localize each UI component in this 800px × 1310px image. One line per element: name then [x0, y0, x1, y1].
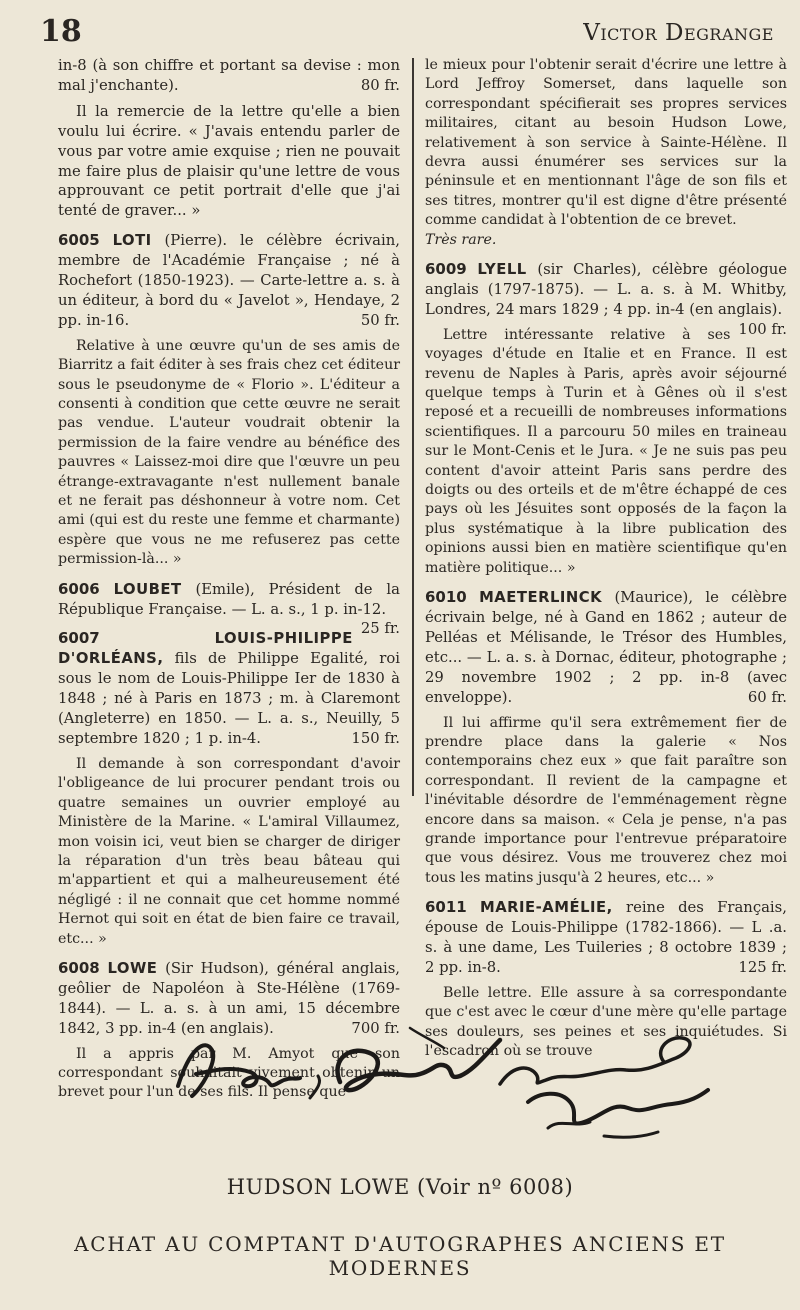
entry-description-head: fils de Philippe Egalité, roi sous le nom de Louis-Philippe Ier de 1830 à 1848 ; né à Paris en 1873 ; m. à Claremont (Angleterre) en 1850. — L. a. s., Neuilly, 5 septembre 1820 ; 1 p. in-4.: [58, 650, 400, 747]
author-name: LOWE: [107, 959, 158, 977]
entry-price: 125 fr.: [738, 958, 787, 976]
entry-6005: [58, 231, 400, 569]
entry-price: 100 fr.: [738, 320, 787, 338]
author-name: LOUIS-PHILIPPE D'ORLÉANS,: [58, 630, 353, 668]
author-name: LOUBET: [113, 580, 182, 598]
signature-facsimile: [0, 978, 800, 1168]
entry-description: le mieux pour l'obtenir serait d'écrire une lettre à Lord Jeffroy Somerset, dans laquelle son correspondant spécifierait ses propres services militaires, citant au besoin Hudson Lowe, relativement à son service à Sainte-Hélène. Il devra aussi énumérer ses services sur la péninsule et en mentionnant l'âge de son fils et ses titres, montrer qu'il est digne d'être présenté comme candidat à l'obtention de ce brevet.: [425, 57, 787, 229]
signature-stroke-lowe: [338, 1040, 500, 1090]
entry-description-head: (Pierre). le célèbre écrivain, membre de l'Académie Française ; né à Rochefort (1850-1923). — Carte-lettre a. s. à un éditeur, à bord du « Javelot », Hendaye, 2 pp. in-16.: [58, 232, 400, 329]
entry-continued: [58, 56, 400, 221]
entry-price: 150 fr.: [351, 730, 400, 747]
author-name: MARIE-AMÉLIE,: [479, 899, 613, 917]
entry-head: [58, 231, 400, 331]
lot-number: 6008: [58, 958, 100, 977]
signature-stroke-trail: [500, 1038, 690, 1084]
entry-price: 700 fr.: [351, 1019, 400, 1037]
lot-number: 6011: [425, 898, 467, 917]
signature-caption: HUDSON LOWE (Voir nº 6008): [226, 1175, 574, 1199]
author-name: MAETERLINCK: [479, 589, 603, 607]
entry-description-head: (Maurice), le célèbre écrivain belge, né à Gand en 1862 ; auteur de Pelléas et Mélisande, le Trésor des Humbles, etc... — L. a. s. à Dornac, éditeur, photographe ; 29 novembre 1902 ; 2 pp. in-8 (avec enveloppe).: [425, 589, 787, 706]
entry-head: [425, 588, 787, 707]
page-number: 18: [40, 14, 82, 49]
page-footer: ACHAT AU COMPTANT D'AUTOGRAPHES ANCIENS ET MODERNES: [74, 1232, 726, 1280]
entry-description: Relative à une œuvre qu'un de ses amis de Biarritz a fait éditer à ses frais chez cet éditeur sous le pseudonyme de « Florio ». L'éditeur a consenti à condition que cette œuvre ne serait pas vendue. L'auteur voudrait obtenir la permission de la faire vendre au bénéfice des pauvres « Laissez-moi dire que l'œuvre un peu étrange-extravagante n'est nullement banale et ne ferait pas déshonneur à votre nom. Cet ami (qui est du reste une femme et charmante) espère que vous ne me refuserez pas cette permission-là... »: [58, 337, 400, 568]
entry-description-head: (Emile), Président de la République Française. — L. a. s., 1 p. in-12.: [58, 580, 400, 618]
entry-description-head: in-8 (à son chiffre et portant sa devise : mon mal j'enchante).: [58, 57, 400, 94]
entry-price: 80 fr.: [360, 76, 400, 94]
entry-6010: [425, 588, 787, 888]
lot-number: 6010: [425, 588, 467, 607]
entry-description: Il a appris par M. Amyot que son correspondant souhaitait vivement obtenir un brevet pour l'un de ses fils. Il pense que: [58, 1045, 400, 1101]
right-column: [425, 56, 787, 1071]
entry-note: Très rare.: [425, 231, 497, 248]
entry-head: [425, 260, 787, 338]
signature-flourish: [528, 1090, 708, 1123]
entry-description-head: (Sir Hudson), général anglais, geôlier de Napoléon à Ste-Hélène (1769-1844). — L. a. s. à un ami, 15 décembre 1842, 3 pp. in-4 (en anglais).: [58, 959, 400, 1037]
entry-price: 50 fr.: [360, 311, 400, 329]
entry-6009: [425, 260, 787, 578]
entry-description: Il la remercie de la lettre qu'elle a bien voulu lui écrire. « J'avais entendu parler de vous par votre amie exquise ; rien ne pouvait me faire plus de plaisir qu'une lettre de vous approuvant ce petit portrait d'elle que j'ai tenté de graver... »: [58, 102, 400, 220]
author-name: LOTI: [112, 232, 152, 250]
entry-head: [58, 56, 400, 96]
entry-description-head: reine des Français, épouse de Louis-Philippe (1782-1866). — L .a. s. à une dame, Les Tuileries ; 8 octobre 1839 ; 2 pp. in-8.: [425, 899, 787, 976]
lot-number: 6006: [58, 579, 100, 598]
entry-head: [425, 898, 787, 978]
signature-stroke-hudson: [178, 1045, 300, 1096]
entry-description: Il demande à son correspondant d'avoir l'obligeance de lui procurer pendant trois ou quatre semaines un ouvrier employé au Ministère de la Marine. « L'amiral Villaumez, mon voisin ici, veut bien se charger de diriger la réparation d'un très beau bâteau qui m'appartient et qui a malheureusement été négligé : il ne connait que cet homme nommé Hernot qui soit en état de bien faire ce travail, etc... »: [58, 755, 400, 947]
entry-continued: [425, 56, 787, 250]
column-divider: [412, 58, 414, 796]
entry-description: Il lui affirme qu'il sera extrêmement fier de prendre place dans la galerie « Nos contemporains chez eux » que fait paraître son correspondant. Il revient de la campagne et l'inévitable désordre de l'emménagement règne encore dans sa maison. « Cela je pense, n'a pas grande importance pour l'entrevue préparatoire que vous désirez. Vous me trouverez chez moi tous les matins jusqu'à 2 heures, etc... »: [425, 714, 787, 886]
entry-6006: [58, 579, 400, 638]
lot-number: 6005: [58, 231, 100, 250]
entry-description: Belle lettre. Elle assure à sa correspondante que c'est avec le cœur d'une mère qu'elle partage ses douleurs, ses peines et ses inquiétudes. Si l'escadron où se trouve: [425, 984, 787, 1059]
entry-price: 60 fr.: [747, 688, 787, 706]
lot-number: 6009: [425, 260, 467, 279]
entry-price: 25 fr.: [360, 620, 400, 638]
entry-description-head: (sir Charles), célèbre géologue anglais (1797-1875). — L. a. s. à M. Whitby, Londres, 24 mars 1829 ; 4 pp. in-4 (en anglais).: [425, 261, 787, 318]
left-column: [58, 56, 400, 1113]
entry-head: [58, 629, 400, 748]
entry-6007: [58, 629, 400, 949]
lot-number: 6007: [58, 629, 100, 648]
entry-head: [58, 579, 400, 638]
author-name: LYELL: [477, 261, 527, 279]
entry-description: Lettre intéressante relative à ses voyages d'étude en Italie et en France. Il est revenu de Naples à Paris, après avoir séjourné quelque temps à Turin et à Gênes où il s'est reposé et a recueilli de nombreuses informations scientifiques. Il a parcouru 50 miles en traineau sur le Mont-Cenis et le Jura. « Je ne suis pas peu content d'avoir atteint Paris sans perdre des doigts ou des orteils et de m'être échappé de ces pays où les Jésuites sont opposés de la façon la plus systématique à la libre publication des opinions aussi bien en matière scientifique qu'en matière politique... »: [425, 326, 787, 576]
running-title: Victor Degrange: [583, 20, 774, 46]
